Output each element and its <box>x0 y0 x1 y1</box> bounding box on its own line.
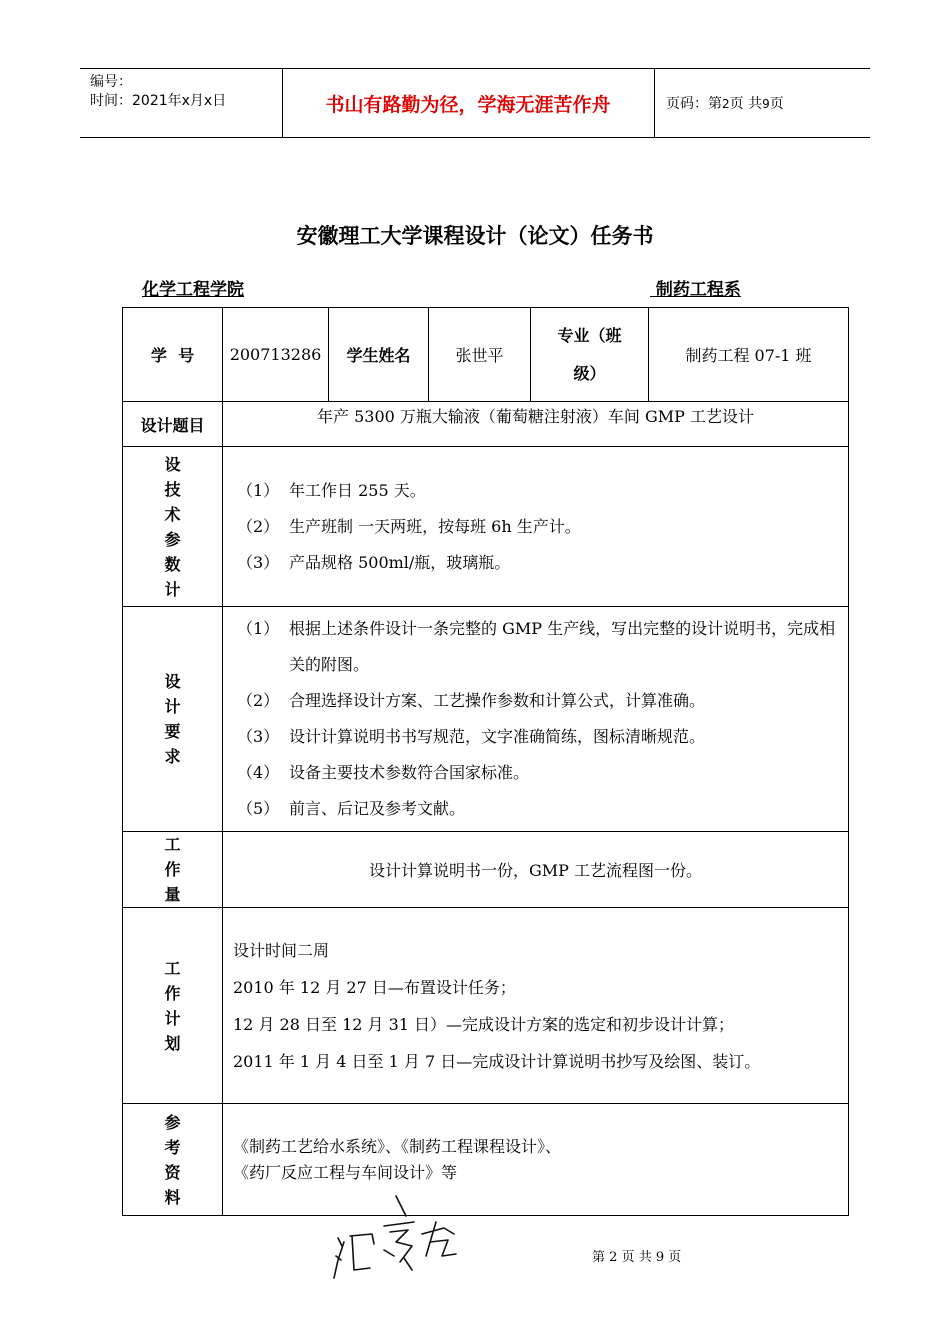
task-table <box>122 307 849 1216</box>
list-item: （3） 产品规格 500ml/瓶，玻璃瓶。 <box>237 552 511 572</box>
list-item: （2） 生产班制 一天两班，按每班 6h 生产计。 <box>237 516 581 536</box>
header-page-info <box>666 93 784 113</box>
reference-line: 《药厂反应工程与车间设计》等 <box>233 1162 458 1182</box>
student-name-label: 学生姓名 <box>329 308 429 402</box>
workload-value: 设计计算说明书一份，GMP 工艺流程图一份。 <box>223 832 849 908</box>
references-content <box>223 1104 849 1216</box>
plan-row <box>123 908 849 1104</box>
document-header <box>80 68 870 138</box>
time-label: 时间：2021年x月x日 <box>90 93 227 109</box>
document-title: 安徽理工大学课程设计（论文）任务书 <box>296 224 654 248</box>
header-divider <box>654 69 655 137</box>
college-name: 化学工程学院 <box>142 280 244 300</box>
student-id-value: 200713286 <box>223 308 329 402</box>
number-label: 编号： <box>90 74 132 90</box>
references-label: 参 考 资 料 <box>123 1104 223 1216</box>
params-row <box>123 447 849 607</box>
list-item: （5） 前言、后记及参考文献。 <box>237 799 466 818</box>
handwritten-signature <box>326 1186 466 1286</box>
reference-line: 《制药工艺给水系统》、《制药工程课程设计》、 <box>233 1136 562 1156</box>
topic-value: 年产 5300 万瓶大输液（葡萄糖注射液）车间 GMP 工艺设计 <box>223 402 849 447</box>
topic-row <box>123 402 849 447</box>
major-value: 制药工程 07-1 班 <box>649 308 849 402</box>
requirements-list <box>223 607 849 832</box>
requirements-label: 设 计 要 求 <box>123 607 223 832</box>
student-row <box>123 308 849 402</box>
plan-line: 设计时间二周 <box>233 940 330 960</box>
plan-line: 2010 年 12 月 27 日—布置设计任务； <box>233 977 516 997</box>
params-label: 设 技 术 参 数 计 <box>123 447 223 607</box>
list-item: （2） 合理选择设计方案、工艺操作参数和计算公式，计算准确。 <box>237 691 706 710</box>
list-item: （4） 设备主要技术参数符合国家标准。 <box>237 763 530 782</box>
workload-row <box>123 832 849 908</box>
student-name-value: 张世平 <box>429 308 531 402</box>
page-total: 9 <box>762 97 770 111</box>
header-motto: 书山有路勤为径，学海无涯苦作舟 <box>325 93 611 116</box>
plan-content <box>223 908 849 1104</box>
list-item: （1） 根据上述条件设计一条完整的 GMP 生产线，写出完整的设计说明书，完成相关的附图。 <box>237 619 836 674</box>
params-list <box>223 447 849 607</box>
page-footer: 第 2 页 共 9 页 <box>592 1250 682 1265</box>
header-meta <box>90 73 280 111</box>
major-label: 专业（班 级） <box>531 308 649 402</box>
page-current: 2 <box>722 97 730 111</box>
page-prefix: 页码：第 <box>666 96 722 112</box>
workload-label: 工 作 量 <box>123 832 223 908</box>
plan-line: 12 月 28 日至 12 月 31 日）—完成设计方案的选定和初步设计计算； <box>233 1014 735 1034</box>
list-item: （3） 设计计算说明书书写规范，文字准确简练，图标清晰规范。 <box>237 727 706 746</box>
department-name: 制药工程系 <box>655 280 741 300</box>
list-item: （1） 年工作日 255 天。 <box>237 480 426 500</box>
topic-label: 设计题目 <box>123 402 223 447</box>
page-suffix: 页 <box>769 96 784 112</box>
plan-label: 工 作 计 划 <box>123 908 223 1104</box>
plan-line: 2011 年 1 月 4 日至 1 月 7 日—完成设计计算说明书抄写及绘图、装订。 <box>233 1051 761 1071</box>
references-row <box>123 1104 849 1216</box>
requirements-row <box>123 607 849 832</box>
student-id-label: 学 号 <box>123 308 223 402</box>
page-mid: 页 共 <box>729 96 763 112</box>
